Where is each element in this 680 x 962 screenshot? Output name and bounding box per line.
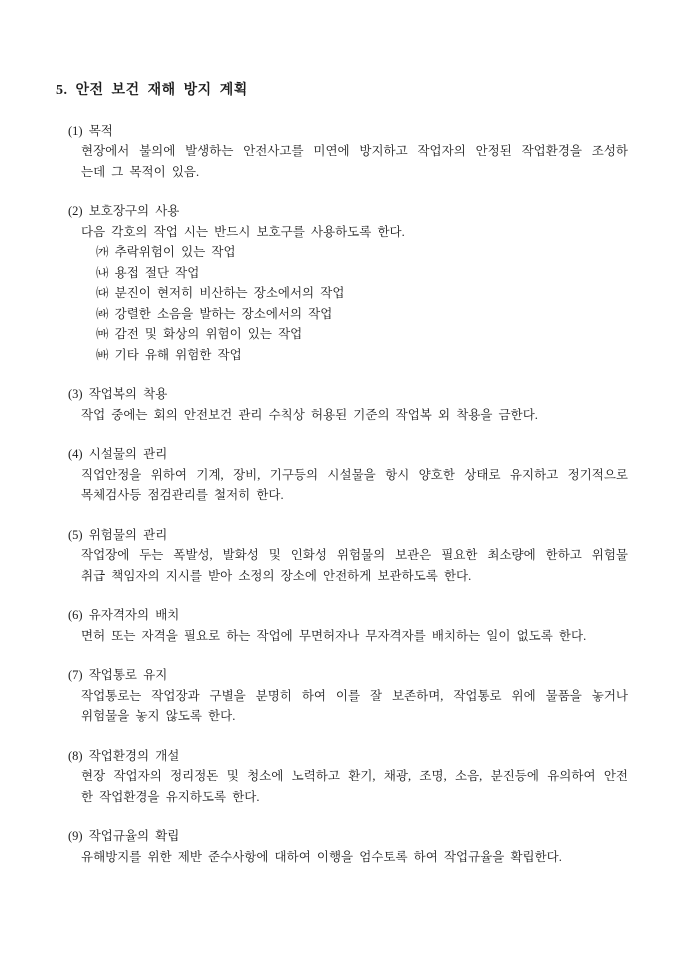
protective-gear-item: ㈑ 강렬한 소음을 발하는 장소에서의 작업 bbox=[96, 306, 333, 321]
section-work-discipline bbox=[56, 826, 628, 867]
section-purpose bbox=[56, 121, 628, 183]
body-line: 작업장에 두는 폭발성, 발화성 및 인화성 위험물의 보관은 필요한 최소량에 한하고 위험물 bbox=[81, 548, 628, 562]
section-heading: (3) 작업복의 착용 bbox=[68, 387, 168, 401]
section-heading: (4) 시설물의 관리 bbox=[68, 447, 168, 461]
protective-gear-item: ㈏ 용접 절단 작업 bbox=[96, 265, 200, 280]
body-line: 유해방지를 위한 제반 준수사항에 대하여 이행을 엄수토록 하여 작업규율을 확립한다. bbox=[81, 849, 562, 864]
protective-gear-item: ㈒ 감전 및 화상의 위험이 있는 작업 bbox=[96, 327, 303, 341]
section-facility-management bbox=[56, 444, 628, 506]
section-heading: (5) 위험물의 관리 bbox=[68, 527, 168, 542]
section-heading: (2) 보호장구의 사용 bbox=[68, 204, 180, 218]
body-line: 위험물을 놓지 않도록 한다. bbox=[81, 709, 236, 723]
body-line: 한 작업환경을 유지하도록 한다. bbox=[81, 789, 260, 804]
document-title: 5. 안전 보건 재해 방지 계획 bbox=[56, 83, 248, 98]
body-line: 목체검사등 점검관리를 철저히 한다. bbox=[81, 488, 284, 502]
section-heading: (1) 목적 bbox=[68, 123, 113, 138]
protective-gear-item: ㈐ 분진이 현저히 비산하는 장소에서의 작업 bbox=[96, 286, 345, 300]
protective-gear-item: ㈎ 추락위험이 있는 작업 bbox=[96, 245, 236, 259]
body-line: 작업통로는 작업장과 구별을 분명히 하여 이를 잘 보존하며, 작업통로 위에 물품을 놓거나 bbox=[81, 688, 628, 703]
body-line: 직업안정을 위하여 기계, 장비, 기구등의 시설물을 항시 양호한 상태로 유지하고 정기적으로 bbox=[81, 467, 628, 482]
body-line: 면허 또는 자격을 필요로 하는 작업에 무면허자나 무자격자를 배치하는 일이 없도록 한다. bbox=[81, 628, 587, 643]
body-line: 현장 작업자의 정리정돈 및 청소에 노력하고 환기, 채광, 조명, 소음, 분진등에 유의하여 안전 bbox=[81, 769, 628, 783]
body-line: 작업 중에는 회의 안전보건 관리 수칙상 허용된 기준의 작업복 외 착용을 금한다. bbox=[81, 407, 538, 422]
section-heading: (6) 유자격자의 배치 bbox=[68, 608, 180, 622]
section-heading: (7) 작업통로 유지 bbox=[68, 668, 168, 682]
section-protective-gear bbox=[56, 201, 628, 365]
body-line: 는데 그 목적이 있음. bbox=[81, 164, 200, 179]
section-hazardous-materials bbox=[56, 525, 628, 587]
body-line: 다음 각호의 작업 시는 반드시 보호구를 사용하도록 한다. bbox=[81, 224, 405, 239]
protective-gear-list bbox=[56, 242, 628, 365]
section-work-clothes bbox=[56, 384, 628, 425]
protective-gear-item: ㈓ 기타 유해 위험한 작업 bbox=[96, 347, 242, 362]
section-work-passage bbox=[56, 665, 628, 727]
section-heading: (9) 작업규율의 확립 bbox=[68, 829, 180, 843]
body-line: 취급 책임자의 지시를 받아 소정의 장소에 안전하게 보관하도록 한다. bbox=[81, 568, 472, 583]
section-heading: (8) 작업환경의 개설 bbox=[68, 748, 180, 763]
section-work-environment bbox=[56, 746, 628, 808]
body-line: 현장에서 불의에 발생하는 안전사고를 미연에 방지하고 작업자의 안정된 작업환경을 조성하 bbox=[81, 144, 628, 158]
section-qualified-personnel bbox=[56, 605, 628, 646]
